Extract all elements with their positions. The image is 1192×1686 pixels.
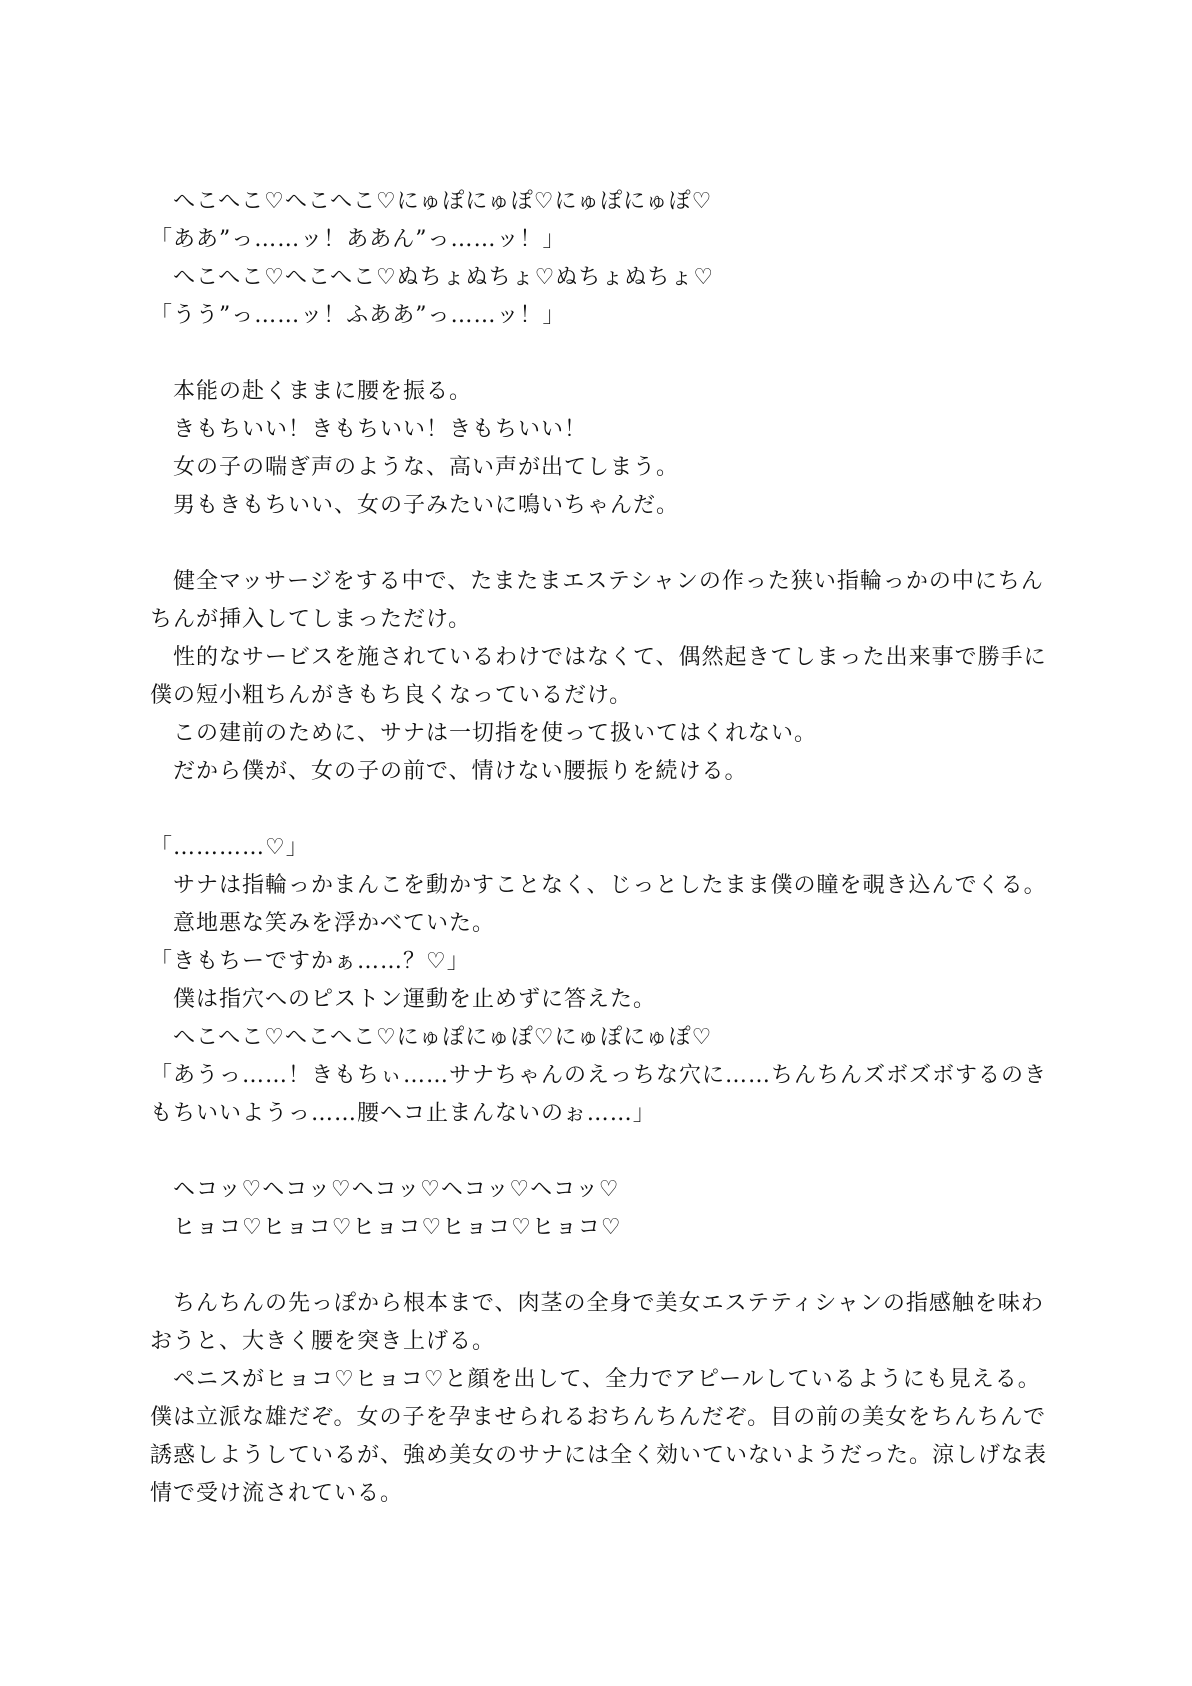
paragraph-gap [150, 525, 1050, 563]
text-paragraph: ちんちんの先っぽから根本まで、肉茎の全身で美女エステティシャンの指感触を味わおうと、大きく腰を突き上げる。 [150, 1291, 1044, 1354]
text-line: サナは指輪っかまんこを動かすことなく、じっとしたまま僕の瞳を覗き込んでくる。 [150, 873, 1047, 898]
text-paragraph: 健全マッサージをする中で、たまたまエステシャンの作った狭い指輪っかの中にちんちんが挿入してしまっただけ。 [150, 569, 1044, 632]
dialogue-line: 「きもちーですかぁ……？♡」 [150, 949, 470, 974]
document-page [150, 183, 1050, 1513]
text-paragraph: ペニスがヒョコ♡ヒョコ♡と顔を出して、全力でアピールしているようにも見える。僕は立派な雄だぞ。女の子を孕ませられるおちんちんだぞ。目の前の美女をちんちんで誘惑しようしているが、強め美女のサナには全く効いていないようだった。涼しげな表情で受け流されている。 [150, 1367, 1048, 1506]
text-line: この建前のために、サナは一切指を使って扱いてはくれない。 [150, 721, 818, 746]
text-line: 意地悪な笑みを浮かべていた。 [150, 911, 496, 936]
text-line: ヒョコ♡ヒョコ♡ヒョコ♡ヒョコ♡ヒョコ♡ [150, 1215, 622, 1240]
paragraph-gap [150, 335, 1050, 373]
text-line: 僕は指穴へのピストン運動を止めずに答えた。 [150, 987, 657, 1012]
text-line: だから僕が、女の子の前で、情けない腰振りを続ける。 [150, 759, 748, 784]
dialogue-line: 「…………♡」 [150, 835, 309, 860]
paragraph-gap [150, 1247, 1050, 1285]
text-line: 男もきもちいい、女の子みたいに鳴いちゃんだ。 [150, 493, 680, 518]
paragraph-gap [150, 1133, 1050, 1171]
text-line: へこへこ♡へこへこ♡にゅぽにゅぽ♡にゅぽにゅぽ♡ [150, 189, 713, 214]
text-line: ヘコッ♡ヘコッ♡ヘコッ♡ヘコッ♡ヘコッ♡ [150, 1177, 620, 1202]
dialogue-paragraph: 「あうっ……！きもちぃ……サナちゃんのえっちな穴に……ちんちんズボズボするのきもちいいようっ……腰ヘコ止まんないのぉ……」 [150, 1063, 1048, 1126]
text-line: へこへこ♡へこへこ♡にゅぽにゅぽ♡にゅぽにゅぽ♡ [150, 1025, 713, 1050]
text-paragraph: 性的なサービスを施されているわけではなくて、偶然起きてしまった出来事で勝手に僕の短小粗ちんがきもち良くなっているだけ。 [150, 645, 1047, 708]
text-line: 女の子の喘ぎ声のような、高い声が出てしまう。 [150, 455, 680, 480]
text-line: きもちいい！きもちいい！きもちいい！ [150, 417, 588, 442]
dialogue-line: 「うう”っ……ッ！ふああ”っ……ッ！」 [150, 303, 566, 328]
paragraph-gap [150, 791, 1050, 829]
text-line: 本能の赴くままに腰を振る。 [150, 379, 473, 404]
text-line: へこへこ♡へこへこ♡ぬちょぬちょ♡ぬちょぬちょ♡ [150, 265, 715, 290]
dialogue-line: 「ああ”っ……ッ！ああん”っ……ッ！」 [150, 227, 566, 252]
